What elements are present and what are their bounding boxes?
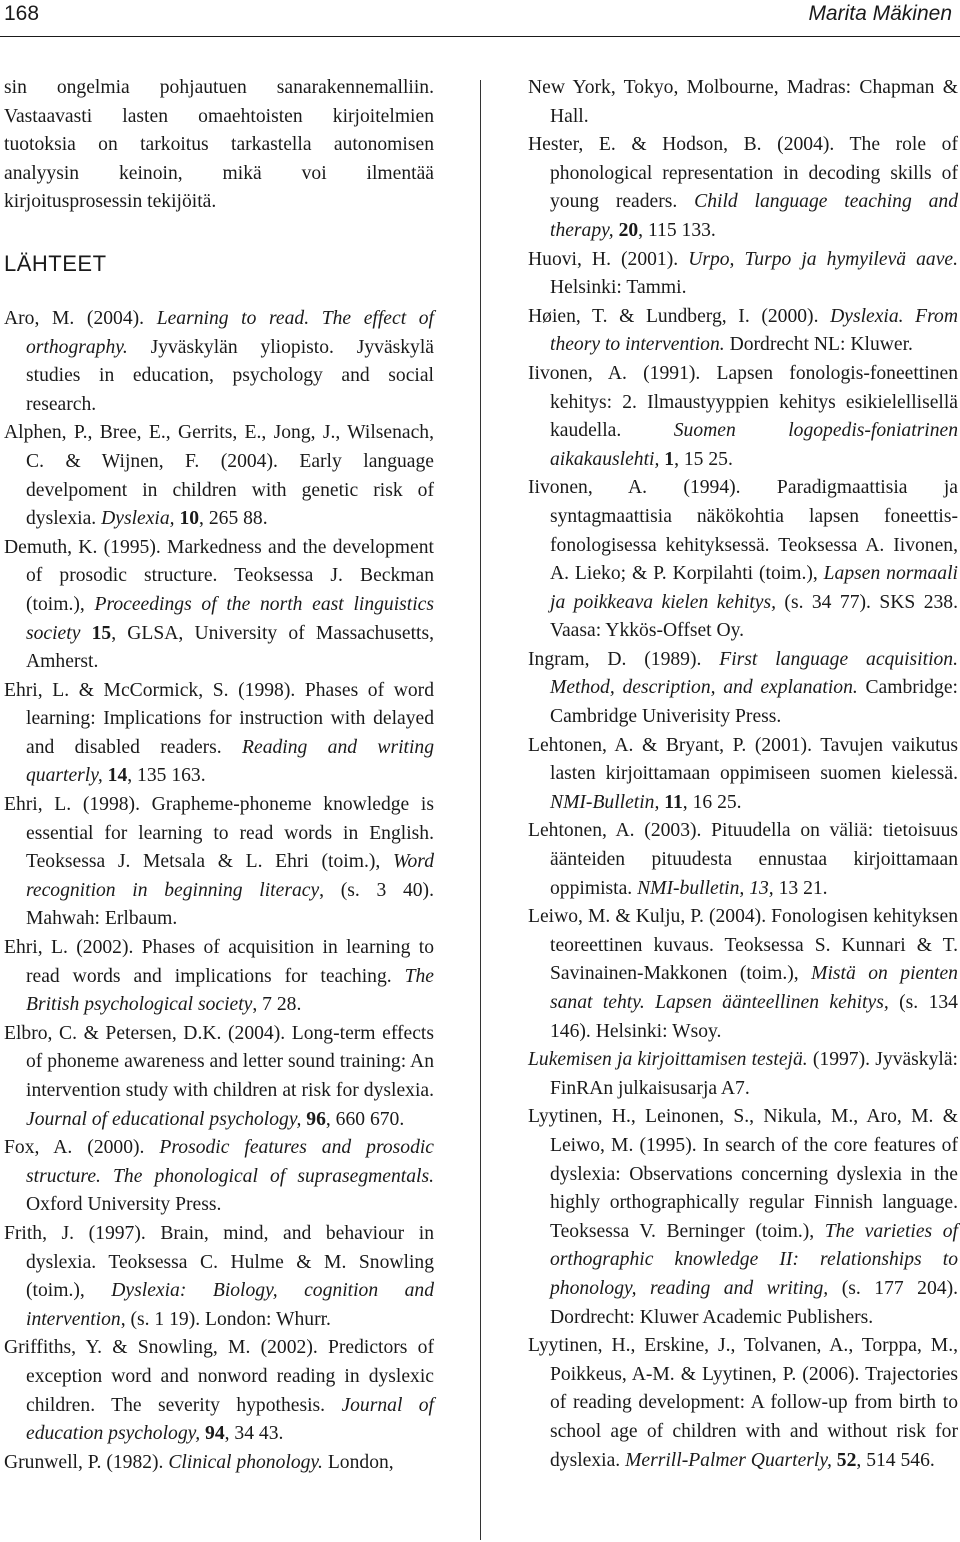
reference-text: Lehtonen, A. & Bryant, P. (2001). Tavujen vaikutus lasten kirjoittamaan oppimiseen suomen kielessä. <box>528 734 958 785</box>
reference-text: Ehri, L. (1998). Grapheme-phoneme knowledge is essential for learning to read words in English. Teoksessa J. Metsala & L. Ehri (toim.), <box>4 794 434 873</box>
reference-title: NMI-Bulletin, <box>550 791 660 813</box>
reference-volume: 1 <box>664 448 675 470</box>
reference-text: , 115 133. <box>638 219 716 241</box>
reference-text: Aro, M. (2004). <box>4 307 157 329</box>
reference-text: Griffiths, Y. & Snowling, M. (2002). Predictors of exception word and nonword reading in dyslexic children. The severity hypothesis. <box>4 1337 434 1416</box>
reference-text: Elbro, C. & Petersen, D.K. (2004). Long-term effects of phoneme awareness and letter sound training: An intervention study with children at risk for dyslexia. <box>4 1022 434 1101</box>
reference-text: , 660 670. <box>325 1108 405 1130</box>
reference-entry <box>4 1020 434 1134</box>
reference-entry <box>528 303 958 360</box>
reference-volume: 10 <box>179 508 200 530</box>
reference-title: The British psychological society <box>26 965 434 1016</box>
reference-text: Alphen, P., Bree, E., Gerrits, E., Jong, J., Wilsenach, C. & Wijnen, F. (2004). Early language develpoment in children with genetic risk of dyslexia. <box>4 422 434 530</box>
reference-title: Dyslexia. From theory to intervention. <box>550 305 958 356</box>
reference-text: Fox, A. (2000). <box>4 1137 160 1159</box>
reference-title: Child language teaching and therapy, <box>550 191 958 241</box>
reference-entry <box>528 646 958 732</box>
reference-title: Prosodic features and prosodic structure. The phonological of suprasegmentals. <box>26 1137 435 1187</box>
reference-text: Ehri, L. (2002). Phases of acquisition in learning to read words and implications for teaching. <box>4 937 434 987</box>
column-divider <box>480 80 481 1540</box>
left-column <box>4 74 434 1477</box>
reference-text <box>80 623 91 644</box>
reference-text: Huovi, H. (2001). <box>528 248 689 270</box>
reference-title: Dyslexia, <box>101 508 175 530</box>
reference-text: Lyytinen, H., Erskine, J., Tolvanen, A., Torppa, M., Poikkeus, A-M. & Lyytinen, P. (2006). Trajectories of reading development: A follow-up from birth to school age of children with and without risk for dyslexia. <box>528 1335 958 1471</box>
reference-entry <box>528 1046 958 1103</box>
reference-entry <box>528 474 958 646</box>
reference-text: , (s. 1 19). London: Whurr. <box>120 1308 331 1330</box>
reference-entry <box>4 1220 434 1334</box>
reference-text: , 514 546. <box>856 1449 935 1471</box>
section-heading: LÄHTEET <box>4 250 107 276</box>
reference-text: Lyytinen, H., Leinonen, S., Nikula, M., Aro, M. & Leiwo, M. (1995). In search of the core features of dyslexia: Observations concerning dyslexia in the highly orthographically regular Finnish language. Teoksessa V. Berninger (toim.), <box>528 1106 958 1242</box>
reference-text: Frith, J. (1997). Brain, mind, and behaviour in dyslexia. Teoksessa C. Hulme & M. Snowling (toim.), <box>4 1222 434 1302</box>
reference-entry <box>4 419 434 533</box>
reference-volume: 15 <box>91 622 112 644</box>
reference-entry <box>4 1334 434 1448</box>
reference-title: First language acquisition. Method, description, and explanation. <box>550 648 959 699</box>
reference-text: (s. 134 146). Helsinki: Wsoy. <box>550 992 958 1042</box>
reference-list-left <box>4 305 434 1477</box>
reference-volume: 96 <box>306 1108 326 1130</box>
reference-text: Ehri, L. & McCormick, S. (1998). Phases of word learning: Implications for instruction with delayed and disabled readers. <box>4 679 434 758</box>
reference-entry <box>4 934 434 1020</box>
running-head <box>0 0 960 36</box>
reference-title: Learning to read. The effect of orthography. <box>26 307 434 358</box>
reference-title: Merrill-Palmer Quarterly, <box>625 1449 832 1471</box>
reference-title: Mistä on pienten sanat tehty. Lapsen äänteellinen kehitys, <box>550 963 958 1013</box>
reference-entry <box>4 1449 434 1478</box>
reference-entry <box>528 74 958 131</box>
reference-entry <box>4 534 434 677</box>
reference-title: Dyslexia: Biology, cognition and intervention <box>26 1280 435 1330</box>
reference-entry <box>528 903 958 1046</box>
reference-text: Hester, E. & Hodson, B. (2004). The role of phonological representation in decoding skills of young readers. <box>528 134 958 213</box>
reference-volume: 11 <box>664 791 683 813</box>
reference-text: , 16 25. <box>682 791 742 813</box>
reference-title: Word recognition in beginning literacy <box>26 851 434 901</box>
reference-text: Lehtonen, A. (2003). Pituudella on väliä: tietoisuus äänteiden pituudesta ennustaa kirjoittamaan oppimista. <box>528 820 958 899</box>
reference-list-right <box>528 74 958 1475</box>
reference-volume: 14 <box>107 765 128 787</box>
reference-text: , (s. 3 40). Mahwah: Erlbaum. <box>26 879 434 930</box>
reference-title: Journal of education psychology, <box>26 1394 435 1445</box>
right-column <box>528 74 958 1475</box>
reference-title: Suomen logopedis-foniatrinen aikakauslehti, <box>550 420 958 470</box>
reference-text: Demuth, K. (1995). Markedness and the development of prosodic structure. Teoksessa J. Beckman (toim.), <box>4 536 434 615</box>
reference-text: , 7 28. <box>252 994 302 1016</box>
reference-text: Iivonen, A. (1991). Lapsen fonologis-foneettinen kehitys: 2. Ilmaustyyppien kehitys esikielellisellä kaudella. <box>528 362 958 442</box>
reference-title: Proceedings of the north east linguistics society <box>26 593 434 644</box>
reference-title: Journal of educational psychology, <box>26 1108 302 1130</box>
reference-title: NMI-bulletin, 13, <box>637 877 774 899</box>
reference-volume: 52 <box>836 1449 857 1471</box>
reference-text: (1997). Jyväskylä: FinRAn julkaisusarja A7. <box>550 1049 958 1099</box>
intro-paragraph: sin ongelmia pohjautuen sanarakennemalliin. Vastaavasti lasten omaehtoisten kirjoitelmien tuotoksia on tarkoitus tarkastella autonomisen analyysin keinoin, mikä voi ilmentää kirjoitusprosessin tekijöitä. <box>4 77 434 213</box>
reference-text: , 15 25. <box>674 448 733 470</box>
reference-volume: 20 <box>618 219 639 241</box>
reference-title: Lukemisen ja kirjoittamisen testejä. <box>528 1049 808 1071</box>
reference-title: Reading and writing quarterly, <box>26 736 434 787</box>
running-author: Marita Mäkinen <box>808 2 952 25</box>
reference-entry <box>4 1134 434 1220</box>
reference-text: New York, Tokyo, Molbourne, Madras: Chapman & Hall. <box>528 77 958 127</box>
reference-text: Cambridge: Cambridge Univerisity Press. <box>550 677 958 728</box>
reference-text: , 265 88. <box>199 508 268 530</box>
reference-text: Jyväskylän yliopisto. Jyväskylä studies in education, psychology and social research. <box>26 336 434 415</box>
reference-text: Grunwell, P. (1982). <box>4 1451 169 1473</box>
reference-entry <box>4 791 434 934</box>
reference-text: Iivonen, A. (1994). Paradigmaattisia ja syntagmaattisia näkökohtia lapsen foneettis-fonologisessa kehityksessä. Teoksessa A. Iivonen, A. Lieko; & P. Korpilahti (toim.), <box>528 477 958 585</box>
reference-entry <box>528 732 958 818</box>
reference-entry <box>4 305 434 419</box>
reference-entry <box>4 677 434 791</box>
reference-text: , 34 43. <box>224 1423 284 1445</box>
reference-entry <box>528 1103 958 1332</box>
reference-title: Lapsen normaali ja poikkeava kielen kehitys, <box>550 563 958 613</box>
reference-entry <box>528 246 958 303</box>
reference-text: (s. 34 77). SKS 238. Vaasa: Ykkös-Offset Oy. <box>550 591 958 642</box>
reference-title: Urpo, Turpo ja hymyilevä aave. <box>688 248 958 270</box>
reference-title: The varieties of orthographic knowledge II: relationships to phonology, reading and writing, <box>550 1220 958 1299</box>
reference-text: Dordrecht NL: Kluwer. <box>724 334 913 356</box>
reference-title: Clinical phonology. <box>168 1451 323 1473</box>
reference-text: Oxford University Press. <box>26 1194 222 1216</box>
reference-entry <box>528 131 958 245</box>
reference-text: Leiwo, M. & Kulju, P. (2004). Fonologisen kehityksen teoreettinen kuvaus. Teoksessa S. Kunnari & T. Savinainen-Makkonen (toim.), <box>528 906 958 985</box>
reference-entry <box>528 1332 958 1475</box>
reference-text: Helsinki: Tammi. <box>550 277 687 299</box>
reference-entry <box>528 817 958 903</box>
reference-text: 13 21. <box>773 877 828 899</box>
reference-volume: 94 <box>205 1423 225 1445</box>
page-number: 168 <box>4 2 40 25</box>
reference-entry <box>528 360 958 474</box>
reference-text: Ingram, D. (1989). <box>528 648 720 670</box>
reference-text: (s. 177 204). Dordrecht: Kluwer Academic Publishers. <box>550 1277 958 1328</box>
reference-text: Høien, T. & Lundberg, I. (2000). <box>528 305 831 327</box>
reference-text: London, <box>322 1451 394 1473</box>
reference-text: , 135 163. <box>127 765 206 787</box>
header-rule <box>0 36 960 37</box>
reference-text: , GLSA, University of Massachusetts, Amherst. <box>26 622 434 673</box>
